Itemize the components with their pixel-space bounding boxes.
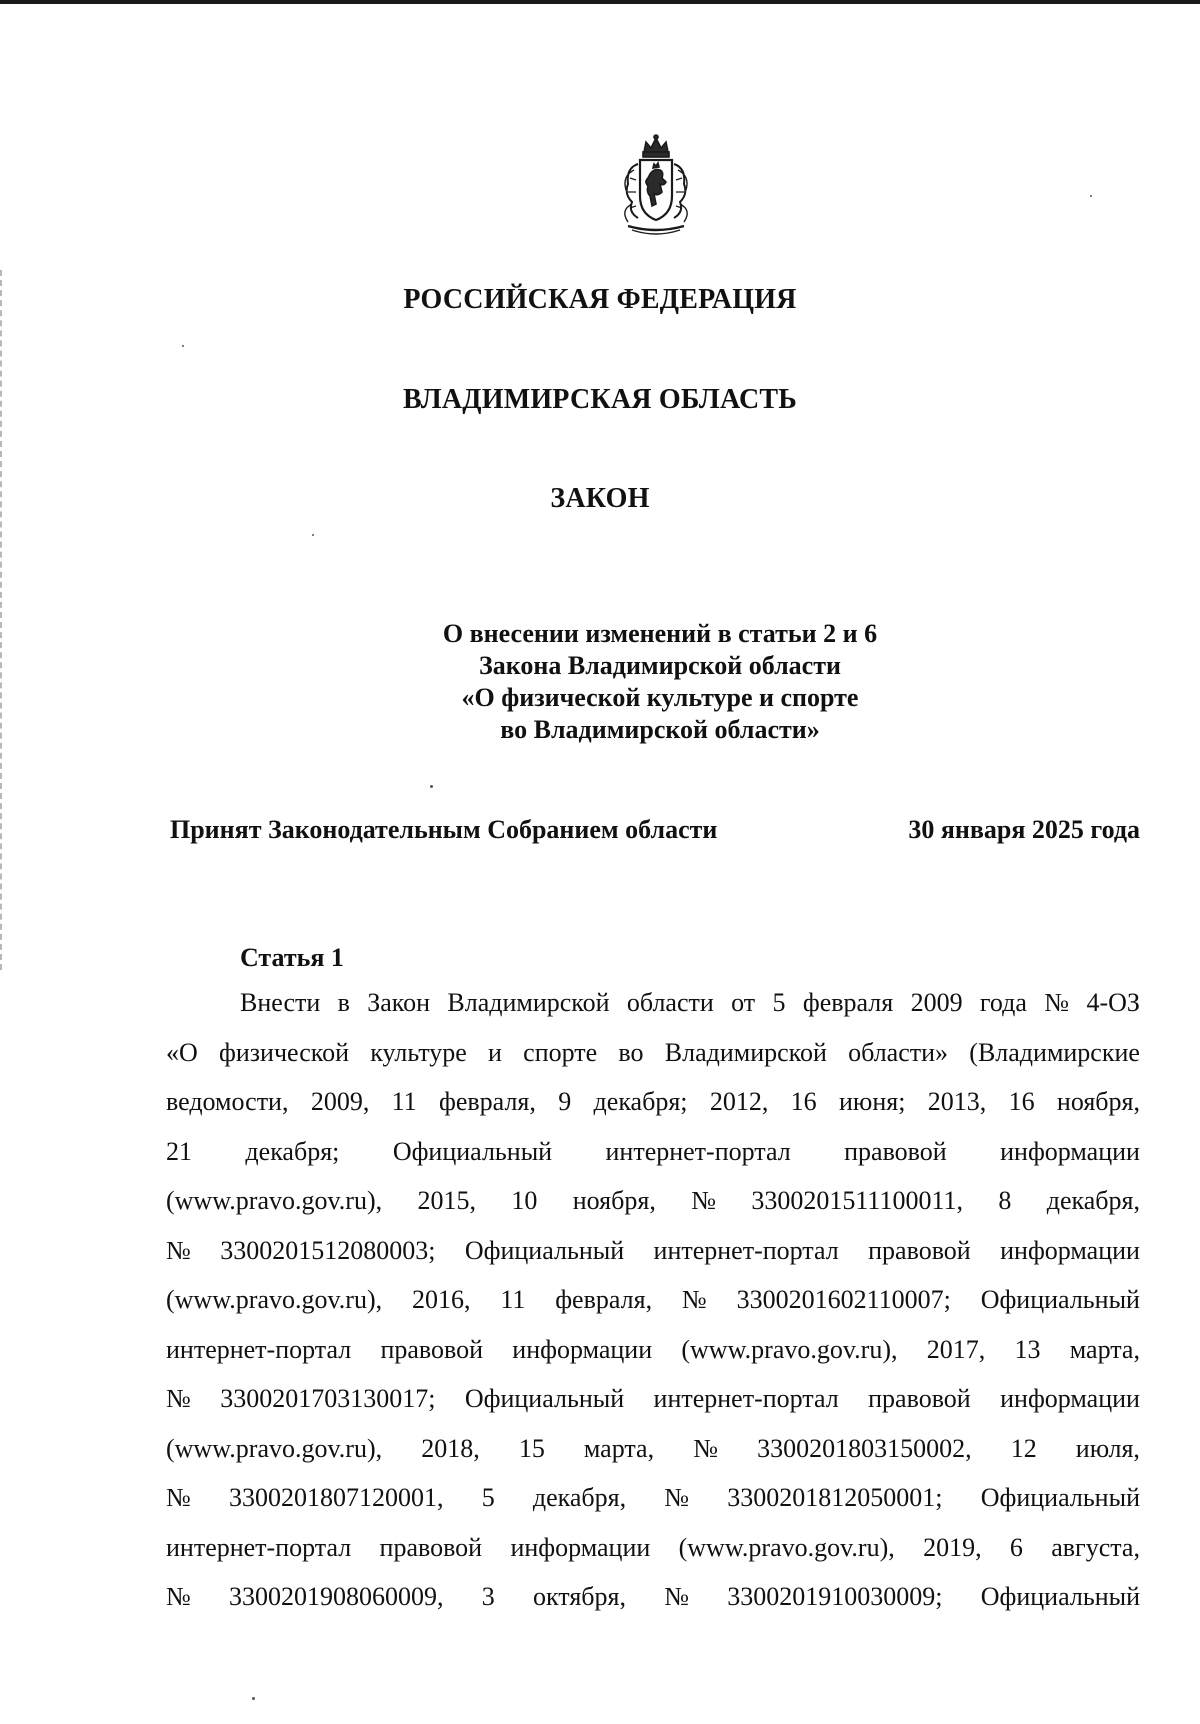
body-word: № [166, 1582, 191, 1611]
body-word: физической [219, 1037, 349, 1067]
body-word: 13 [1014, 1334, 1041, 1364]
body-word: 5 [772, 988, 786, 1017]
body-word: декабря, [1046, 1186, 1140, 1215]
body-word: 2009 [910, 988, 963, 1017]
body-word: № [166, 1384, 191, 1413]
body-line [166, 1077, 1140, 1127]
body-word: Официальный [980, 1483, 1140, 1512]
body-word: 5 [481, 1483, 495, 1512]
adoption-label: Принят Законодательным Собранием области [170, 815, 718, 844]
law-title-line: Закона Владимирской области [479, 651, 841, 680]
body-word: от [731, 988, 756, 1017]
body-word: 2017, [926, 1334, 986, 1364]
body-word: интернет-портал [653, 1235, 839, 1265]
body-word: марта, [1069, 1334, 1140, 1364]
law-title-line: «О физической культуре и спорте [461, 683, 859, 712]
body-word: 4-ОЗ [1086, 988, 1140, 1017]
adoption-date: 30 января 2025 года [908, 815, 1140, 844]
body-word: декабря; [245, 1136, 340, 1166]
body-word: октября, [533, 1582, 626, 1611]
body-word: (www.pravo.gov.ru), [166, 1433, 383, 1463]
scan-speck [182, 345, 184, 347]
body-word: 3300201602110007; [736, 1285, 951, 1314]
body-word: № [664, 1483, 690, 1512]
body-word: (www.pravo.gov.ru), [166, 1285, 383, 1314]
body-word: 3 [481, 1582, 495, 1611]
body-word: Официальный [464, 1235, 625, 1265]
body-word: культуре [370, 1037, 467, 1067]
body-line [166, 1523, 1140, 1573]
body-word: 8 [998, 1186, 1012, 1215]
body-line [166, 978, 1140, 1028]
body-word: 2013, [927, 1087, 987, 1116]
body-word: «О [166, 1037, 198, 1067]
body-word: 10 [511, 1186, 538, 1215]
body-word: правовой [868, 1384, 971, 1413]
body-word: 16 [1008, 1087, 1035, 1116]
coat-of-arms-icon [606, 134, 706, 240]
body-word: Официальный [392, 1136, 553, 1166]
body-line [166, 1275, 1140, 1325]
body-word: 12 [1010, 1433, 1037, 1463]
body-word: информации [512, 1334, 653, 1364]
body-word: декабря; [593, 1087, 688, 1116]
page-top-edge [0, 0, 1200, 4]
body-word: (Владимирские [969, 1037, 1140, 1067]
scan-left-edge [0, 270, 5, 970]
body-word: 3300201807120001, [229, 1483, 444, 1512]
body-word: Закон [367, 988, 431, 1017]
article-body [166, 978, 1140, 1622]
body-word: информации [1000, 1136, 1140, 1166]
law-title [360, 618, 960, 746]
body-word: 11 [500, 1285, 526, 1314]
body-word: Официальный [980, 1582, 1140, 1611]
body-word: информации [1000, 1384, 1140, 1413]
body-line [166, 1572, 1140, 1622]
body-line [166, 1127, 1140, 1177]
body-word: Владимирской [447, 988, 610, 1017]
body-word: (www.pravo.gov.ru), [166, 1186, 383, 1215]
body-word: ведомости, [166, 1087, 289, 1116]
body-word: 11 [391, 1087, 417, 1116]
body-word: 16 [790, 1087, 817, 1116]
body-line [166, 1028, 1140, 1078]
body-word: 3300201803150002, [757, 1433, 972, 1463]
body-word: 3300201511100011, [751, 1186, 963, 1215]
body-word: № [166, 1235, 191, 1265]
body-word: ноября, [572, 1186, 656, 1215]
body-word: спорте [523, 1037, 598, 1067]
body-word: 2015, [417, 1186, 476, 1215]
body-word: июня; [839, 1087, 906, 1116]
scan-speck [1090, 195, 1092, 197]
body-word: августа, [1051, 1532, 1140, 1562]
body-word: года [979, 988, 1027, 1017]
scan-speck [312, 534, 314, 536]
body-word: 2019, [923, 1532, 982, 1562]
body-word: 21 [166, 1136, 192, 1166]
body-word: (www.pravo.gov.ru), [681, 1334, 898, 1364]
body-word: интернет-портал [166, 1532, 352, 1562]
body-word: № [664, 1582, 690, 1611]
body-word: 2016, [411, 1285, 471, 1314]
body-word: ноября, [1056, 1087, 1140, 1116]
heading-region: ВЛАДИМИРСКАЯ ОБЛАСТЬ [402, 384, 798, 415]
body-word: и [488, 1037, 502, 1067]
body-word: 15 [518, 1433, 545, 1463]
body-word: 3300201910030009; [727, 1582, 943, 1611]
body-word: 3300201908060009, [229, 1582, 444, 1611]
body-word: Владимирской [664, 1037, 827, 1067]
body-line [166, 1176, 1140, 1226]
body-word: № [693, 1433, 719, 1463]
body-word: области» [848, 1037, 949, 1067]
body-word: 2018, [421, 1433, 480, 1463]
body-word: интернет-портал [653, 1384, 839, 1413]
body-word: информации [1000, 1235, 1140, 1265]
body-word: № [1044, 988, 1070, 1017]
body-word: 3300201512080003; [220, 1235, 436, 1265]
body-word: № [681, 1285, 707, 1314]
body-word: правовой [379, 1532, 483, 1562]
body-word: 3300201812050001; [727, 1483, 943, 1512]
body-word: февраля, [439, 1087, 536, 1116]
law-title-line: во Владимирской области» [500, 715, 820, 744]
body-line [166, 1374, 1140, 1424]
body-word: правовой [844, 1136, 947, 1166]
body-word: № [691, 1186, 717, 1215]
body-word: интернет-портал [166, 1334, 352, 1364]
body-word: Внести [240, 988, 321, 1017]
body-word: февраля, [555, 1285, 653, 1314]
heading-doc-type: ЗАКОН [550, 483, 650, 514]
body-line [166, 1424, 1140, 1474]
body-word: 2009, [310, 1087, 370, 1116]
body-line [166, 1473, 1140, 1523]
body-word: 2012, [709, 1087, 769, 1116]
body-word: 9 [558, 1087, 572, 1116]
heading-federation: РОССИЙСКАЯ ФЕДЕРАЦИЯ [403, 284, 797, 315]
body-word: июля, [1075, 1433, 1140, 1463]
body-word: во [618, 1037, 644, 1067]
body-word: 3300201703130017; [220, 1384, 436, 1413]
body-word: области [626, 988, 714, 1017]
body-word: правовой [380, 1334, 484, 1364]
body-word: правовой [868, 1235, 971, 1265]
body-word: Официальный [980, 1285, 1140, 1314]
body-word: интернет-портал [605, 1136, 791, 1166]
body-word: Официальный [464, 1384, 625, 1413]
article-heading: Статья 1 [240, 943, 344, 972]
body-word: информации [510, 1532, 651, 1562]
body-word: (www.pravo.gov.ru), [678, 1532, 895, 1562]
body-word: в [337, 988, 350, 1017]
body-word: декабря, [532, 1483, 627, 1512]
body-word: № [166, 1483, 191, 1512]
body-word: 6 [1009, 1532, 1023, 1562]
body-word: марта, [583, 1433, 655, 1463]
scan-speck [252, 1697, 255, 1700]
scan-speck [430, 785, 433, 788]
body-line [166, 1226, 1140, 1276]
body-word: февраля [802, 988, 894, 1017]
adoption-row [170, 815, 1140, 851]
body-line [166, 1325, 1140, 1375]
law-title-line: О внесении изменений в статьи 2 и 6 [442, 619, 878, 648]
